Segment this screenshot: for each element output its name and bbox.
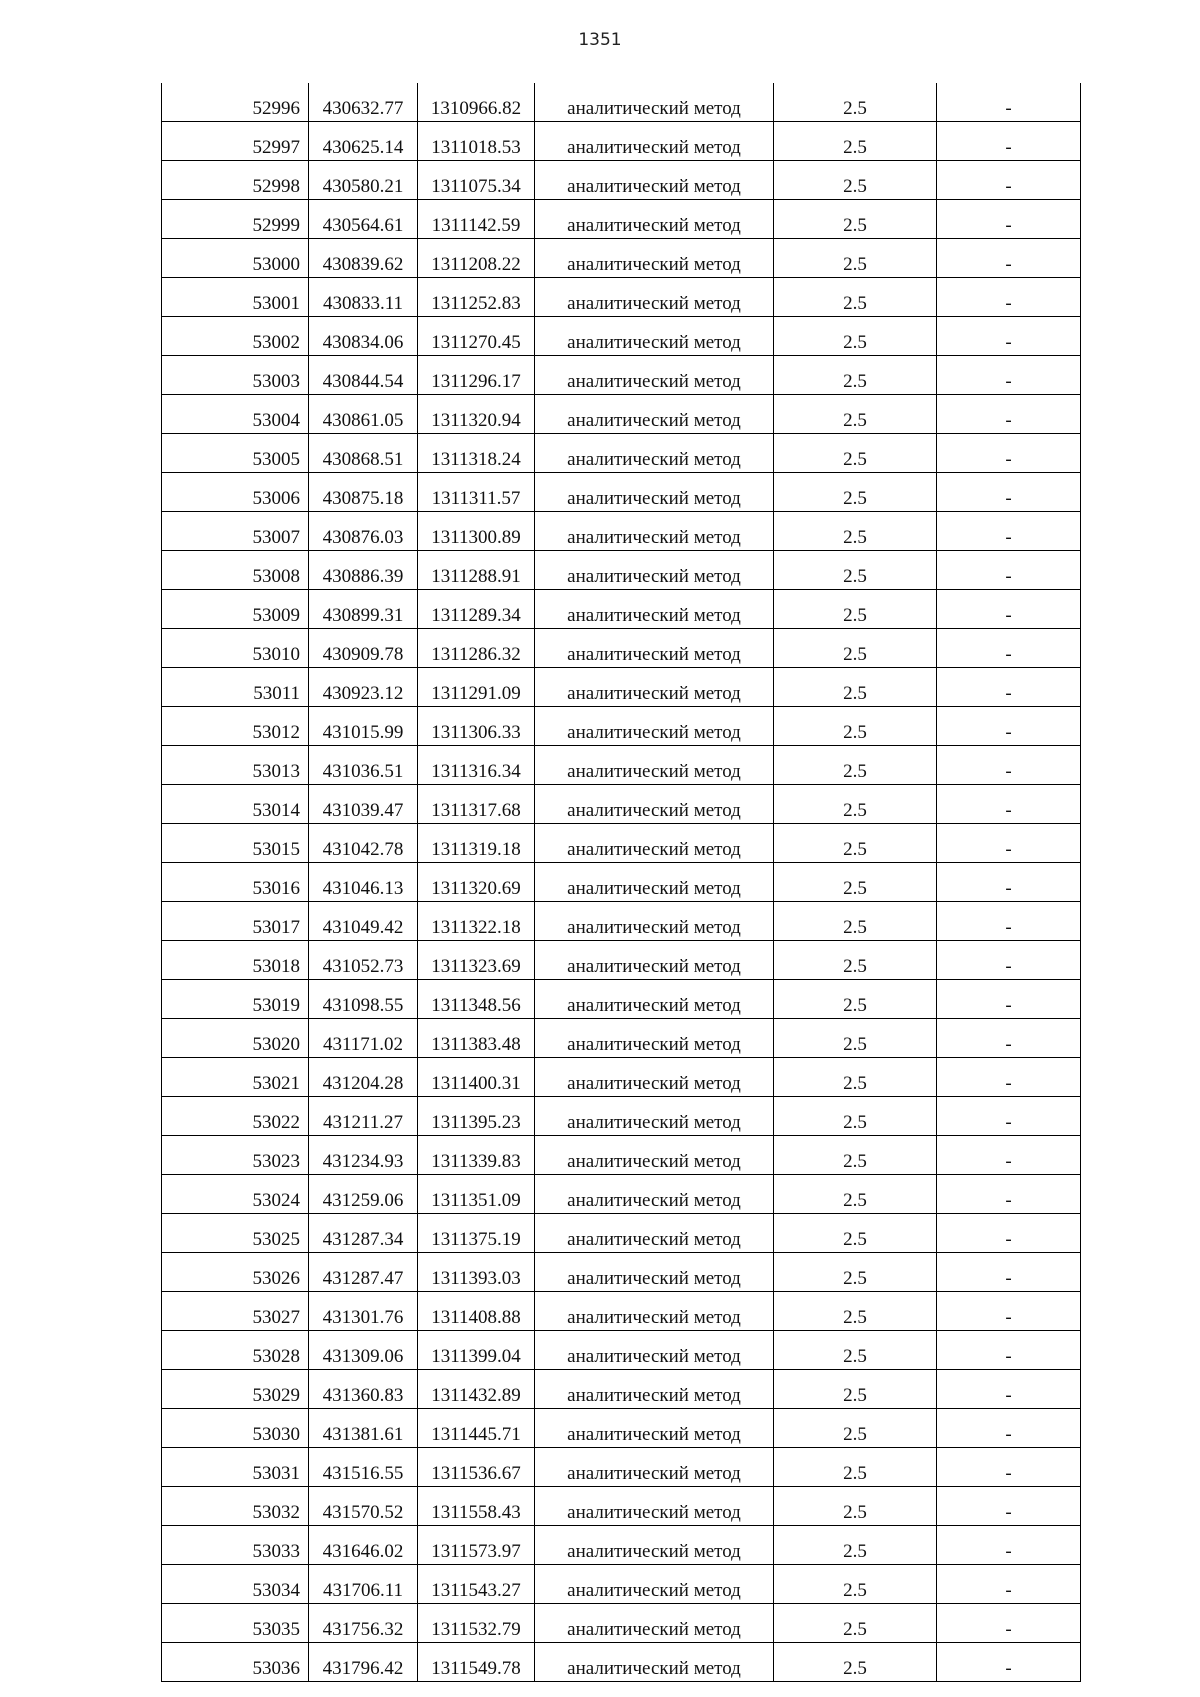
point-id-cell: 53029 (162, 1370, 309, 1409)
table-row (162, 122, 1081, 161)
table-row (162, 473, 1081, 512)
y-coordinate-cell: 1311291.09 (418, 668, 535, 707)
method-cell: аналитический метод (535, 356, 774, 395)
note-cell: - (937, 1487, 1081, 1526)
method-cell: аналитический метод (535, 1604, 774, 1643)
point-id-cell: 53001 (162, 278, 309, 317)
y-coordinate-cell: 1311316.34 (418, 746, 535, 785)
y-coordinate-cell: 1311348.56 (418, 980, 535, 1019)
method-cell: аналитический метод (535, 1643, 774, 1682)
point-id-cell: 53028 (162, 1331, 309, 1370)
point-id-cell: 53006 (162, 473, 309, 512)
table-row (162, 161, 1081, 200)
table-row (162, 1019, 1081, 1058)
point-id-cell: 53009 (162, 590, 309, 629)
table-row (162, 1331, 1081, 1370)
table-row (162, 1058, 1081, 1097)
x-coordinate-cell: 431039.47 (309, 785, 418, 824)
accuracy-cell: 2.5 (774, 200, 937, 239)
y-coordinate-cell: 1311320.69 (418, 863, 535, 902)
y-coordinate-cell: 1311018.53 (418, 122, 535, 161)
table-row (162, 1604, 1081, 1643)
point-id-cell: 53012 (162, 707, 309, 746)
accuracy-cell: 2.5 (774, 590, 937, 629)
table-row (162, 1526, 1081, 1565)
table-row (162, 83, 1081, 122)
table-row (162, 434, 1081, 473)
x-coordinate-cell: 431204.28 (309, 1058, 418, 1097)
accuracy-cell: 2.5 (774, 1526, 937, 1565)
accuracy-cell: 2.5 (774, 1370, 937, 1409)
y-coordinate-cell: 1311549.78 (418, 1643, 535, 1682)
note-cell: - (937, 551, 1081, 590)
table-row (162, 980, 1081, 1019)
x-coordinate-cell: 430632.77 (309, 83, 418, 122)
x-coordinate-cell: 431211.27 (309, 1097, 418, 1136)
point-id-cell: 52996 (162, 83, 309, 122)
note-cell: - (937, 1019, 1081, 1058)
note-cell: - (937, 590, 1081, 629)
point-id-cell: 53017 (162, 902, 309, 941)
table-row (162, 590, 1081, 629)
accuracy-cell: 2.5 (774, 980, 937, 1019)
point-id-cell: 53007 (162, 512, 309, 551)
y-coordinate-cell: 1311075.34 (418, 161, 535, 200)
y-coordinate-cell: 1311399.04 (418, 1331, 535, 1370)
x-coordinate-cell: 431098.55 (309, 980, 418, 1019)
table-row (162, 1448, 1081, 1487)
accuracy-cell: 2.5 (774, 707, 937, 746)
x-coordinate-cell: 431756.32 (309, 1604, 418, 1643)
point-id-cell: 53019 (162, 980, 309, 1019)
accuracy-cell: 2.5 (774, 1253, 937, 1292)
table-row (162, 1292, 1081, 1331)
y-coordinate-cell: 1311252.83 (418, 278, 535, 317)
accuracy-cell: 2.5 (774, 356, 937, 395)
method-cell: аналитический метод (535, 1214, 774, 1253)
coordinates-table-body (162, 83, 1081, 1682)
x-coordinate-cell: 430861.05 (309, 395, 418, 434)
note-cell: - (937, 629, 1081, 668)
y-coordinate-cell: 1311296.17 (418, 356, 535, 395)
point-id-cell: 53014 (162, 785, 309, 824)
method-cell: аналитический метод (535, 1292, 774, 1331)
note-cell: - (937, 1175, 1081, 1214)
note-cell: - (937, 902, 1081, 941)
method-cell: аналитический метод (535, 473, 774, 512)
x-coordinate-cell: 430899.31 (309, 590, 418, 629)
method-cell: аналитический метод (535, 512, 774, 551)
table-row (162, 1565, 1081, 1604)
accuracy-cell: 2.5 (774, 668, 937, 707)
note-cell: - (937, 122, 1081, 161)
note-cell: - (937, 1409, 1081, 1448)
table-row (162, 902, 1081, 941)
point-id-cell: 53023 (162, 1136, 309, 1175)
method-cell: аналитический метод (535, 395, 774, 434)
table-row (162, 551, 1081, 590)
method-cell: аналитический метод (535, 551, 774, 590)
note-cell: - (937, 668, 1081, 707)
table-row (162, 356, 1081, 395)
method-cell: аналитический метод (535, 200, 774, 239)
point-id-cell: 53020 (162, 1019, 309, 1058)
method-cell: аналитический метод (535, 785, 774, 824)
method-cell: аналитический метод (535, 83, 774, 122)
table-row (162, 278, 1081, 317)
x-coordinate-cell: 430886.39 (309, 551, 418, 590)
point-id-cell: 53036 (162, 1643, 309, 1682)
table-row (162, 1253, 1081, 1292)
note-cell: - (937, 1331, 1081, 1370)
method-cell: аналитический метод (535, 863, 774, 902)
y-coordinate-cell: 1311311.57 (418, 473, 535, 512)
y-coordinate-cell: 1311573.97 (418, 1526, 535, 1565)
note-cell: - (937, 1253, 1081, 1292)
note-cell: - (937, 317, 1081, 356)
method-cell: аналитический метод (535, 1097, 774, 1136)
note-cell: - (937, 161, 1081, 200)
x-coordinate-cell: 431301.76 (309, 1292, 418, 1331)
method-cell: аналитический метод (535, 1565, 774, 1604)
x-coordinate-cell: 430923.12 (309, 668, 418, 707)
table-row (162, 629, 1081, 668)
x-coordinate-cell: 430833.11 (309, 278, 418, 317)
accuracy-cell: 2.5 (774, 83, 937, 122)
accuracy-cell: 2.5 (774, 1643, 937, 1682)
y-coordinate-cell: 1311400.31 (418, 1058, 535, 1097)
y-coordinate-cell: 1311322.18 (418, 902, 535, 941)
y-coordinate-cell: 1311532.79 (418, 1604, 535, 1643)
y-coordinate-cell: 1311393.03 (418, 1253, 535, 1292)
accuracy-cell: 2.5 (774, 1448, 937, 1487)
y-coordinate-cell: 1311306.33 (418, 707, 535, 746)
note-cell: - (937, 785, 1081, 824)
x-coordinate-cell: 431042.78 (309, 824, 418, 863)
x-coordinate-cell: 430834.06 (309, 317, 418, 356)
y-coordinate-cell: 1311383.48 (418, 1019, 535, 1058)
accuracy-cell: 2.5 (774, 161, 937, 200)
table-row (162, 512, 1081, 551)
y-coordinate-cell: 1311319.18 (418, 824, 535, 863)
method-cell: аналитический метод (535, 1058, 774, 1097)
point-id-cell: 53003 (162, 356, 309, 395)
y-coordinate-cell: 1311408.88 (418, 1292, 535, 1331)
point-id-cell: 53025 (162, 1214, 309, 1253)
point-id-cell: 53018 (162, 941, 309, 980)
y-coordinate-cell: 1311288.91 (418, 551, 535, 590)
method-cell: аналитический метод (535, 122, 774, 161)
method-cell: аналитический метод (535, 161, 774, 200)
x-coordinate-cell: 431259.06 (309, 1175, 418, 1214)
point-id-cell: 53005 (162, 434, 309, 473)
x-coordinate-cell: 431049.42 (309, 902, 418, 941)
table-row (162, 1175, 1081, 1214)
point-id-cell: 53032 (162, 1487, 309, 1526)
accuracy-cell: 2.5 (774, 239, 937, 278)
x-coordinate-cell: 431516.55 (309, 1448, 418, 1487)
method-cell: аналитический метод (535, 1409, 774, 1448)
x-coordinate-cell: 431036.51 (309, 746, 418, 785)
x-coordinate-cell: 431287.47 (309, 1253, 418, 1292)
x-coordinate-cell: 431015.99 (309, 707, 418, 746)
accuracy-cell: 2.5 (774, 824, 937, 863)
note-cell: - (937, 863, 1081, 902)
accuracy-cell: 2.5 (774, 1136, 937, 1175)
method-cell: аналитический метод (535, 746, 774, 785)
point-id-cell: 52999 (162, 200, 309, 239)
method-cell: аналитический метод (535, 1019, 774, 1058)
point-id-cell: 52998 (162, 161, 309, 200)
table-row (162, 824, 1081, 863)
point-id-cell: 53035 (162, 1604, 309, 1643)
accuracy-cell: 2.5 (774, 1565, 937, 1604)
point-id-cell: 53016 (162, 863, 309, 902)
table-row (162, 1643, 1081, 1682)
x-coordinate-cell: 431046.13 (309, 863, 418, 902)
note-cell: - (937, 1565, 1081, 1604)
y-coordinate-cell: 1311289.34 (418, 590, 535, 629)
note-cell: - (937, 746, 1081, 785)
note-cell: - (937, 239, 1081, 278)
y-coordinate-cell: 1311317.68 (418, 785, 535, 824)
table-row (162, 668, 1081, 707)
accuracy-cell: 2.5 (774, 434, 937, 473)
accuracy-cell: 2.5 (774, 1097, 937, 1136)
table-row (162, 941, 1081, 980)
x-coordinate-cell: 431706.11 (309, 1565, 418, 1604)
note-cell: - (937, 1058, 1081, 1097)
table-row (162, 1097, 1081, 1136)
accuracy-cell: 2.5 (774, 512, 937, 551)
point-id-cell: 53030 (162, 1409, 309, 1448)
y-coordinate-cell: 1311536.67 (418, 1448, 535, 1487)
note-cell: - (937, 1526, 1081, 1565)
x-coordinate-cell: 431171.02 (309, 1019, 418, 1058)
method-cell: аналитический метод (535, 902, 774, 941)
method-cell: аналитический метод (535, 941, 774, 980)
note-cell: - (937, 395, 1081, 434)
accuracy-cell: 2.5 (774, 746, 937, 785)
note-cell: - (937, 1214, 1081, 1253)
accuracy-cell: 2.5 (774, 941, 937, 980)
x-coordinate-cell: 431309.06 (309, 1331, 418, 1370)
y-coordinate-cell: 1311339.83 (418, 1136, 535, 1175)
accuracy-cell: 2.5 (774, 1331, 937, 1370)
method-cell: аналитический метод (535, 1370, 774, 1409)
method-cell: аналитический метод (535, 1448, 774, 1487)
note-cell: - (937, 434, 1081, 473)
method-cell: аналитический метод (535, 980, 774, 1019)
method-cell: аналитический метод (535, 707, 774, 746)
table-row (162, 785, 1081, 824)
x-coordinate-cell: 431234.93 (309, 1136, 418, 1175)
note-cell: - (937, 1292, 1081, 1331)
note-cell: - (937, 1136, 1081, 1175)
method-cell: аналитический метод (535, 1253, 774, 1292)
method-cell: аналитический метод (535, 1487, 774, 1526)
point-id-cell: 53033 (162, 1526, 309, 1565)
table-row (162, 239, 1081, 278)
note-cell: - (937, 707, 1081, 746)
accuracy-cell: 2.5 (774, 473, 937, 512)
y-coordinate-cell: 1311208.22 (418, 239, 535, 278)
x-coordinate-cell: 431796.42 (309, 1643, 418, 1682)
y-coordinate-cell: 1311286.32 (418, 629, 535, 668)
table-row (162, 746, 1081, 785)
x-coordinate-cell: 431381.61 (309, 1409, 418, 1448)
table-row (162, 1409, 1081, 1448)
accuracy-cell: 2.5 (774, 1175, 937, 1214)
coordinates-table (161, 83, 1081, 1682)
accuracy-cell: 2.5 (774, 1019, 937, 1058)
note-cell: - (937, 1448, 1081, 1487)
table-row (162, 707, 1081, 746)
accuracy-cell: 2.5 (774, 1409, 937, 1448)
accuracy-cell: 2.5 (774, 1487, 937, 1526)
accuracy-cell: 2.5 (774, 1604, 937, 1643)
x-coordinate-cell: 430875.18 (309, 473, 418, 512)
accuracy-cell: 2.5 (774, 863, 937, 902)
point-id-cell: 53021 (162, 1058, 309, 1097)
x-coordinate-cell: 431360.83 (309, 1370, 418, 1409)
note-cell: - (937, 941, 1081, 980)
y-coordinate-cell: 1311445.71 (418, 1409, 535, 1448)
note-cell: - (937, 512, 1081, 551)
method-cell: аналитический метод (535, 434, 774, 473)
table-row (162, 1214, 1081, 1253)
accuracy-cell: 2.5 (774, 1292, 937, 1331)
accuracy-cell: 2.5 (774, 551, 937, 590)
accuracy-cell: 2.5 (774, 785, 937, 824)
method-cell: аналитический метод (535, 824, 774, 863)
table-row (162, 317, 1081, 356)
x-coordinate-cell: 430625.14 (309, 122, 418, 161)
accuracy-cell: 2.5 (774, 1058, 937, 1097)
x-coordinate-cell: 431570.52 (309, 1487, 418, 1526)
method-cell: аналитический метод (535, 1526, 774, 1565)
accuracy-cell: 2.5 (774, 278, 937, 317)
note-cell: - (937, 278, 1081, 317)
x-coordinate-cell: 430839.62 (309, 239, 418, 278)
point-id-cell: 53015 (162, 824, 309, 863)
y-coordinate-cell: 1310966.82 (418, 83, 535, 122)
x-coordinate-cell: 431287.34 (309, 1214, 418, 1253)
note-cell: - (937, 1643, 1081, 1682)
point-id-cell: 53034 (162, 1565, 309, 1604)
x-coordinate-cell: 431052.73 (309, 941, 418, 980)
table-row (162, 1136, 1081, 1175)
y-coordinate-cell: 1311300.89 (418, 512, 535, 551)
note-cell: - (937, 83, 1081, 122)
accuracy-cell: 2.5 (774, 1214, 937, 1253)
method-cell: аналитический метод (535, 590, 774, 629)
note-cell: - (937, 824, 1081, 863)
y-coordinate-cell: 1311323.69 (418, 941, 535, 980)
x-coordinate-cell: 430909.78 (309, 629, 418, 668)
page-number: 1351 (578, 30, 622, 50)
y-coordinate-cell: 1311558.43 (418, 1487, 535, 1526)
x-coordinate-cell: 430564.61 (309, 200, 418, 239)
point-id-cell: 53031 (162, 1448, 309, 1487)
note-cell: - (937, 1097, 1081, 1136)
y-coordinate-cell: 1311320.94 (418, 395, 535, 434)
point-id-cell: 52997 (162, 122, 309, 161)
y-coordinate-cell: 1311543.27 (418, 1565, 535, 1604)
x-coordinate-cell: 430876.03 (309, 512, 418, 551)
x-coordinate-cell: 430844.54 (309, 356, 418, 395)
x-coordinate-cell: 430580.21 (309, 161, 418, 200)
y-coordinate-cell: 1311270.45 (418, 317, 535, 356)
accuracy-cell: 2.5 (774, 629, 937, 668)
method-cell: аналитический метод (535, 668, 774, 707)
accuracy-cell: 2.5 (774, 902, 937, 941)
x-coordinate-cell: 430868.51 (309, 434, 418, 473)
point-id-cell: 53008 (162, 551, 309, 590)
point-id-cell: 53002 (162, 317, 309, 356)
y-coordinate-cell: 1311142.59 (418, 200, 535, 239)
table-row (162, 863, 1081, 902)
method-cell: аналитический метод (535, 1136, 774, 1175)
y-coordinate-cell: 1311318.24 (418, 434, 535, 473)
accuracy-cell: 2.5 (774, 395, 937, 434)
note-cell: - (937, 356, 1081, 395)
point-id-cell: 53004 (162, 395, 309, 434)
y-coordinate-cell: 1311375.19 (418, 1214, 535, 1253)
point-id-cell: 53013 (162, 746, 309, 785)
table-row (162, 395, 1081, 434)
table-row (162, 1487, 1081, 1526)
method-cell: аналитический метод (535, 1175, 774, 1214)
y-coordinate-cell: 1311432.89 (418, 1370, 535, 1409)
point-id-cell: 53027 (162, 1292, 309, 1331)
point-id-cell: 53010 (162, 629, 309, 668)
note-cell: - (937, 200, 1081, 239)
table-row (162, 1370, 1081, 1409)
point-id-cell: 53000 (162, 239, 309, 278)
method-cell: аналитический метод (535, 1331, 774, 1370)
method-cell: аналитический метод (535, 278, 774, 317)
method-cell: аналитический метод (535, 629, 774, 668)
method-cell: аналитический метод (535, 317, 774, 356)
point-id-cell: 53026 (162, 1253, 309, 1292)
note-cell: - (937, 1604, 1081, 1643)
y-coordinate-cell: 1311395.23 (418, 1097, 535, 1136)
accuracy-cell: 2.5 (774, 317, 937, 356)
point-id-cell: 53022 (162, 1097, 309, 1136)
note-cell: - (937, 473, 1081, 512)
x-coordinate-cell: 431646.02 (309, 1526, 418, 1565)
point-id-cell: 53011 (162, 668, 309, 707)
table-row (162, 200, 1081, 239)
accuracy-cell: 2.5 (774, 122, 937, 161)
point-id-cell: 53024 (162, 1175, 309, 1214)
y-coordinate-cell: 1311351.09 (418, 1175, 535, 1214)
method-cell: аналитический метод (535, 239, 774, 278)
note-cell: - (937, 980, 1081, 1019)
note-cell: - (937, 1370, 1081, 1409)
